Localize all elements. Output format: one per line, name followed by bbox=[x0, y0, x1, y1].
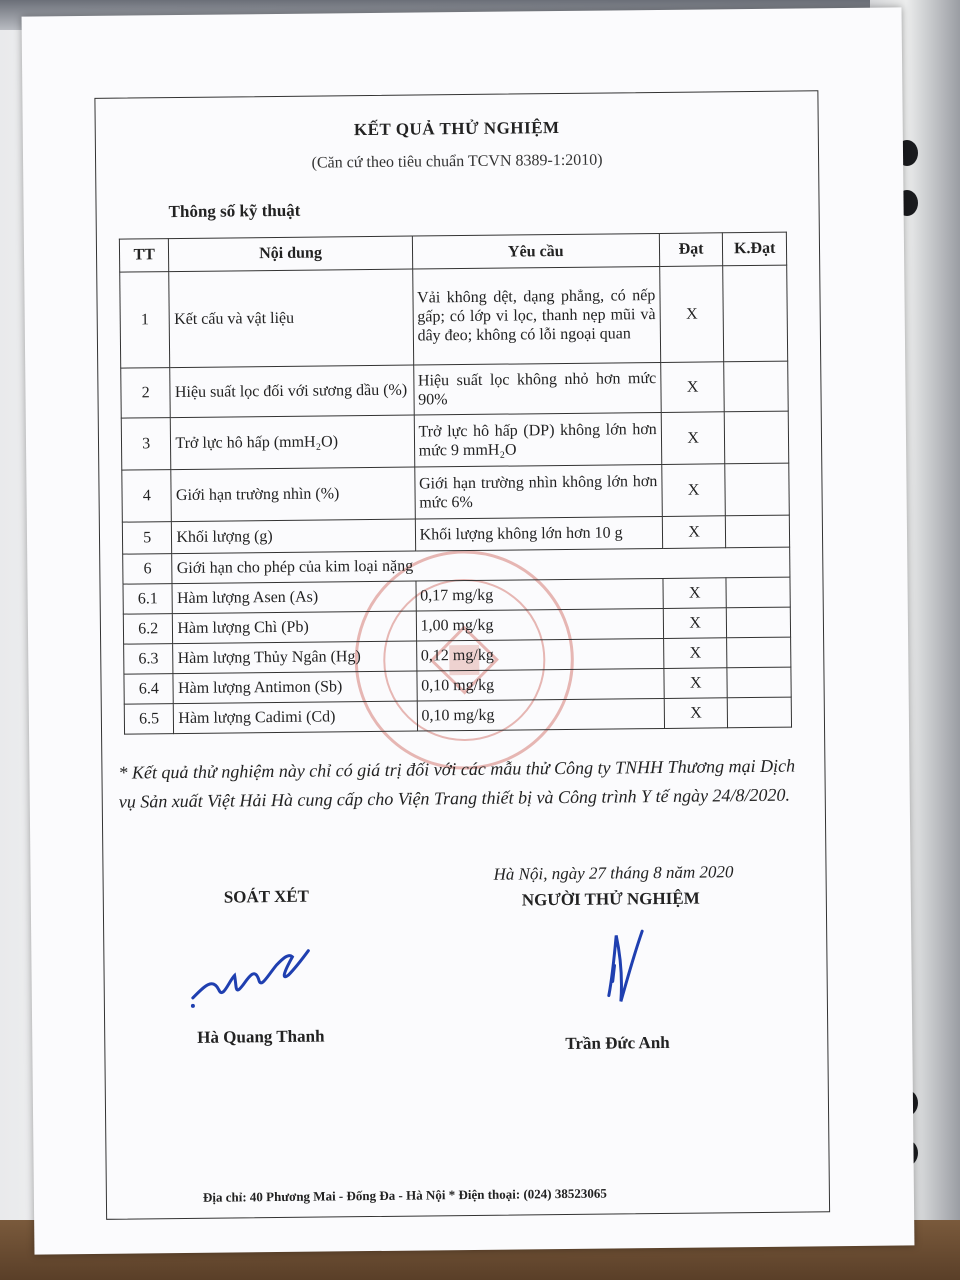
tester-name: Trần Đức Anh bbox=[565, 1032, 670, 1054]
footer-address: Địa chỉ: 40 Phương Mai - Đống Đa - Hà Nội * Điện thoại: (024) 38523065 bbox=[202, 1185, 607, 1205]
row-requirement: 0,10 mg/kg bbox=[417, 698, 665, 731]
row-tt: 6.3 bbox=[124, 644, 174, 675]
table-row bbox=[121, 361, 788, 418]
header-requirement: Yêu cầu bbox=[412, 233, 660, 269]
row-content: Hàm lượng Antimon (Sb) bbox=[173, 671, 416, 704]
row-content: Hàm lượng Cadimi (Cd) bbox=[174, 701, 417, 734]
row-content: Hàm lượng Asen (As) bbox=[172, 581, 415, 614]
place-date: Hà Nội, ngày 27 tháng 8 năm 2020 bbox=[493, 862, 734, 884]
row-tt: 5 bbox=[122, 522, 172, 555]
row-pass: X bbox=[661, 412, 725, 465]
table-row bbox=[120, 265, 788, 368]
row-tt: 1 bbox=[120, 272, 170, 369]
row-requirement: 0,17 mg/kg bbox=[416, 578, 664, 611]
row-pass: X bbox=[661, 362, 725, 413]
header-tt: TT bbox=[119, 239, 169, 273]
row-fail bbox=[725, 411, 789, 464]
reviewer-role: SOÁT XÉT bbox=[223, 886, 310, 907]
row-tt: 6 bbox=[123, 554, 173, 585]
row-requirement: Vải không dệt, dạng phẳng, có nếp gấp; có lớp vi lọc, thanh nẹp mũi và dây đeo; không có lỗi ngoại quan bbox=[412, 266, 660, 365]
row-fail bbox=[723, 265, 788, 362]
validity-note: * Kết quả thử nghiệm này chỉ có giá trị đối với các mẫu thử Công ty TNHH Thương mại Dịch vụ Sản xuất Việt Hải Hà cung cấp cho Viện Trang thiết bị và Công trình Y tế ngày 24/8/2020. bbox=[118, 755, 796, 812]
header-pass: Đạt bbox=[659, 233, 723, 267]
row-fail bbox=[727, 667, 791, 698]
row-pass: X bbox=[660, 266, 725, 363]
row-tt: 6.1 bbox=[123, 584, 173, 615]
spec-table bbox=[119, 232, 792, 735]
row-content: Hàm lượng Chì (Pb) bbox=[173, 611, 416, 644]
section-heading: Thông số kỹ thuật bbox=[168, 200, 301, 222]
document-subtitle: (Căn cứ theo tiêu chuẩn TCVN 8389-1:2010) bbox=[311, 151, 603, 172]
row-content: Hiệu suất lọc đối với sương dầu (%) bbox=[170, 365, 414, 418]
row-fail bbox=[724, 361, 788, 412]
row-requirement: Giới hạn trường nhìn không lớn hơn mức 6% bbox=[414, 464, 662, 519]
row-content: Trở lực hô hấp (mmH₂O) bbox=[171, 415, 415, 470]
row-fail bbox=[728, 697, 792, 728]
table-row bbox=[122, 463, 790, 522]
row-pass: X bbox=[663, 578, 727, 609]
row-fail bbox=[727, 607, 791, 638]
tester-role: NGƯỜI THỬ NGHIỆM bbox=[521, 888, 700, 910]
row-fail bbox=[726, 515, 790, 548]
row-pass: X bbox=[662, 464, 726, 517]
document-frame bbox=[94, 90, 830, 1220]
row-pass: X bbox=[664, 698, 728, 729]
table-row bbox=[124, 697, 791, 734]
row-tt: 6.2 bbox=[123, 614, 173, 645]
row-tt: 3 bbox=[121, 418, 171, 471]
reviewer-name: Hà Quang Thanh bbox=[197, 1026, 325, 1047]
row-fail bbox=[725, 463, 789, 516]
row-content: Hàm lượng Thủy Ngân (Hg) bbox=[173, 641, 416, 674]
test-result-sheet bbox=[22, 7, 915, 1254]
row-pass: X bbox=[664, 668, 728, 699]
row-requirement: Khối lượng không lớn hơn 10 g bbox=[415, 516, 663, 551]
row-requirement: Trở lực hô hấp (DP) không lớn hơn mức 9 mmH₂O bbox=[414, 412, 662, 467]
header-fail: K.Đạt bbox=[723, 232, 787, 266]
row-tt: 4 bbox=[122, 470, 172, 523]
row-pass: X bbox=[663, 608, 727, 639]
row-fail bbox=[726, 577, 790, 608]
row-content: Giới hạn cho phép của kim loại nặng bbox=[172, 547, 790, 583]
row-requirement: 0,10 mg/kg bbox=[417, 668, 665, 701]
row-tt: 6.4 bbox=[124, 674, 174, 705]
row-pass: X bbox=[663, 638, 727, 669]
row-requirement: 0,12 mg/kg bbox=[416, 638, 664, 671]
tester-signature bbox=[594, 925, 655, 1016]
row-requirement: Hiệu suất lọc không nhỏ hơn mức 90% bbox=[413, 362, 661, 415]
table-row bbox=[121, 411, 789, 470]
row-requirement: 1,00 mg/kg bbox=[416, 608, 664, 641]
row-tt: 6.5 bbox=[124, 704, 174, 735]
row-pass: X bbox=[662, 516, 726, 549]
document-title: KẾT QUẢ THỬ NGHIỆM bbox=[353, 118, 560, 140]
header-content: Nội dung bbox=[169, 236, 413, 272]
row-fail bbox=[727, 637, 791, 668]
row-content: Giới hạn trường nhìn (%) bbox=[171, 467, 415, 522]
row-content: Kết cấu và vật liệu bbox=[169, 269, 413, 368]
row-content: Khối lượng (g) bbox=[172, 519, 416, 554]
row-tt: 2 bbox=[121, 368, 171, 419]
reviewer-signature bbox=[184, 937, 325, 1018]
